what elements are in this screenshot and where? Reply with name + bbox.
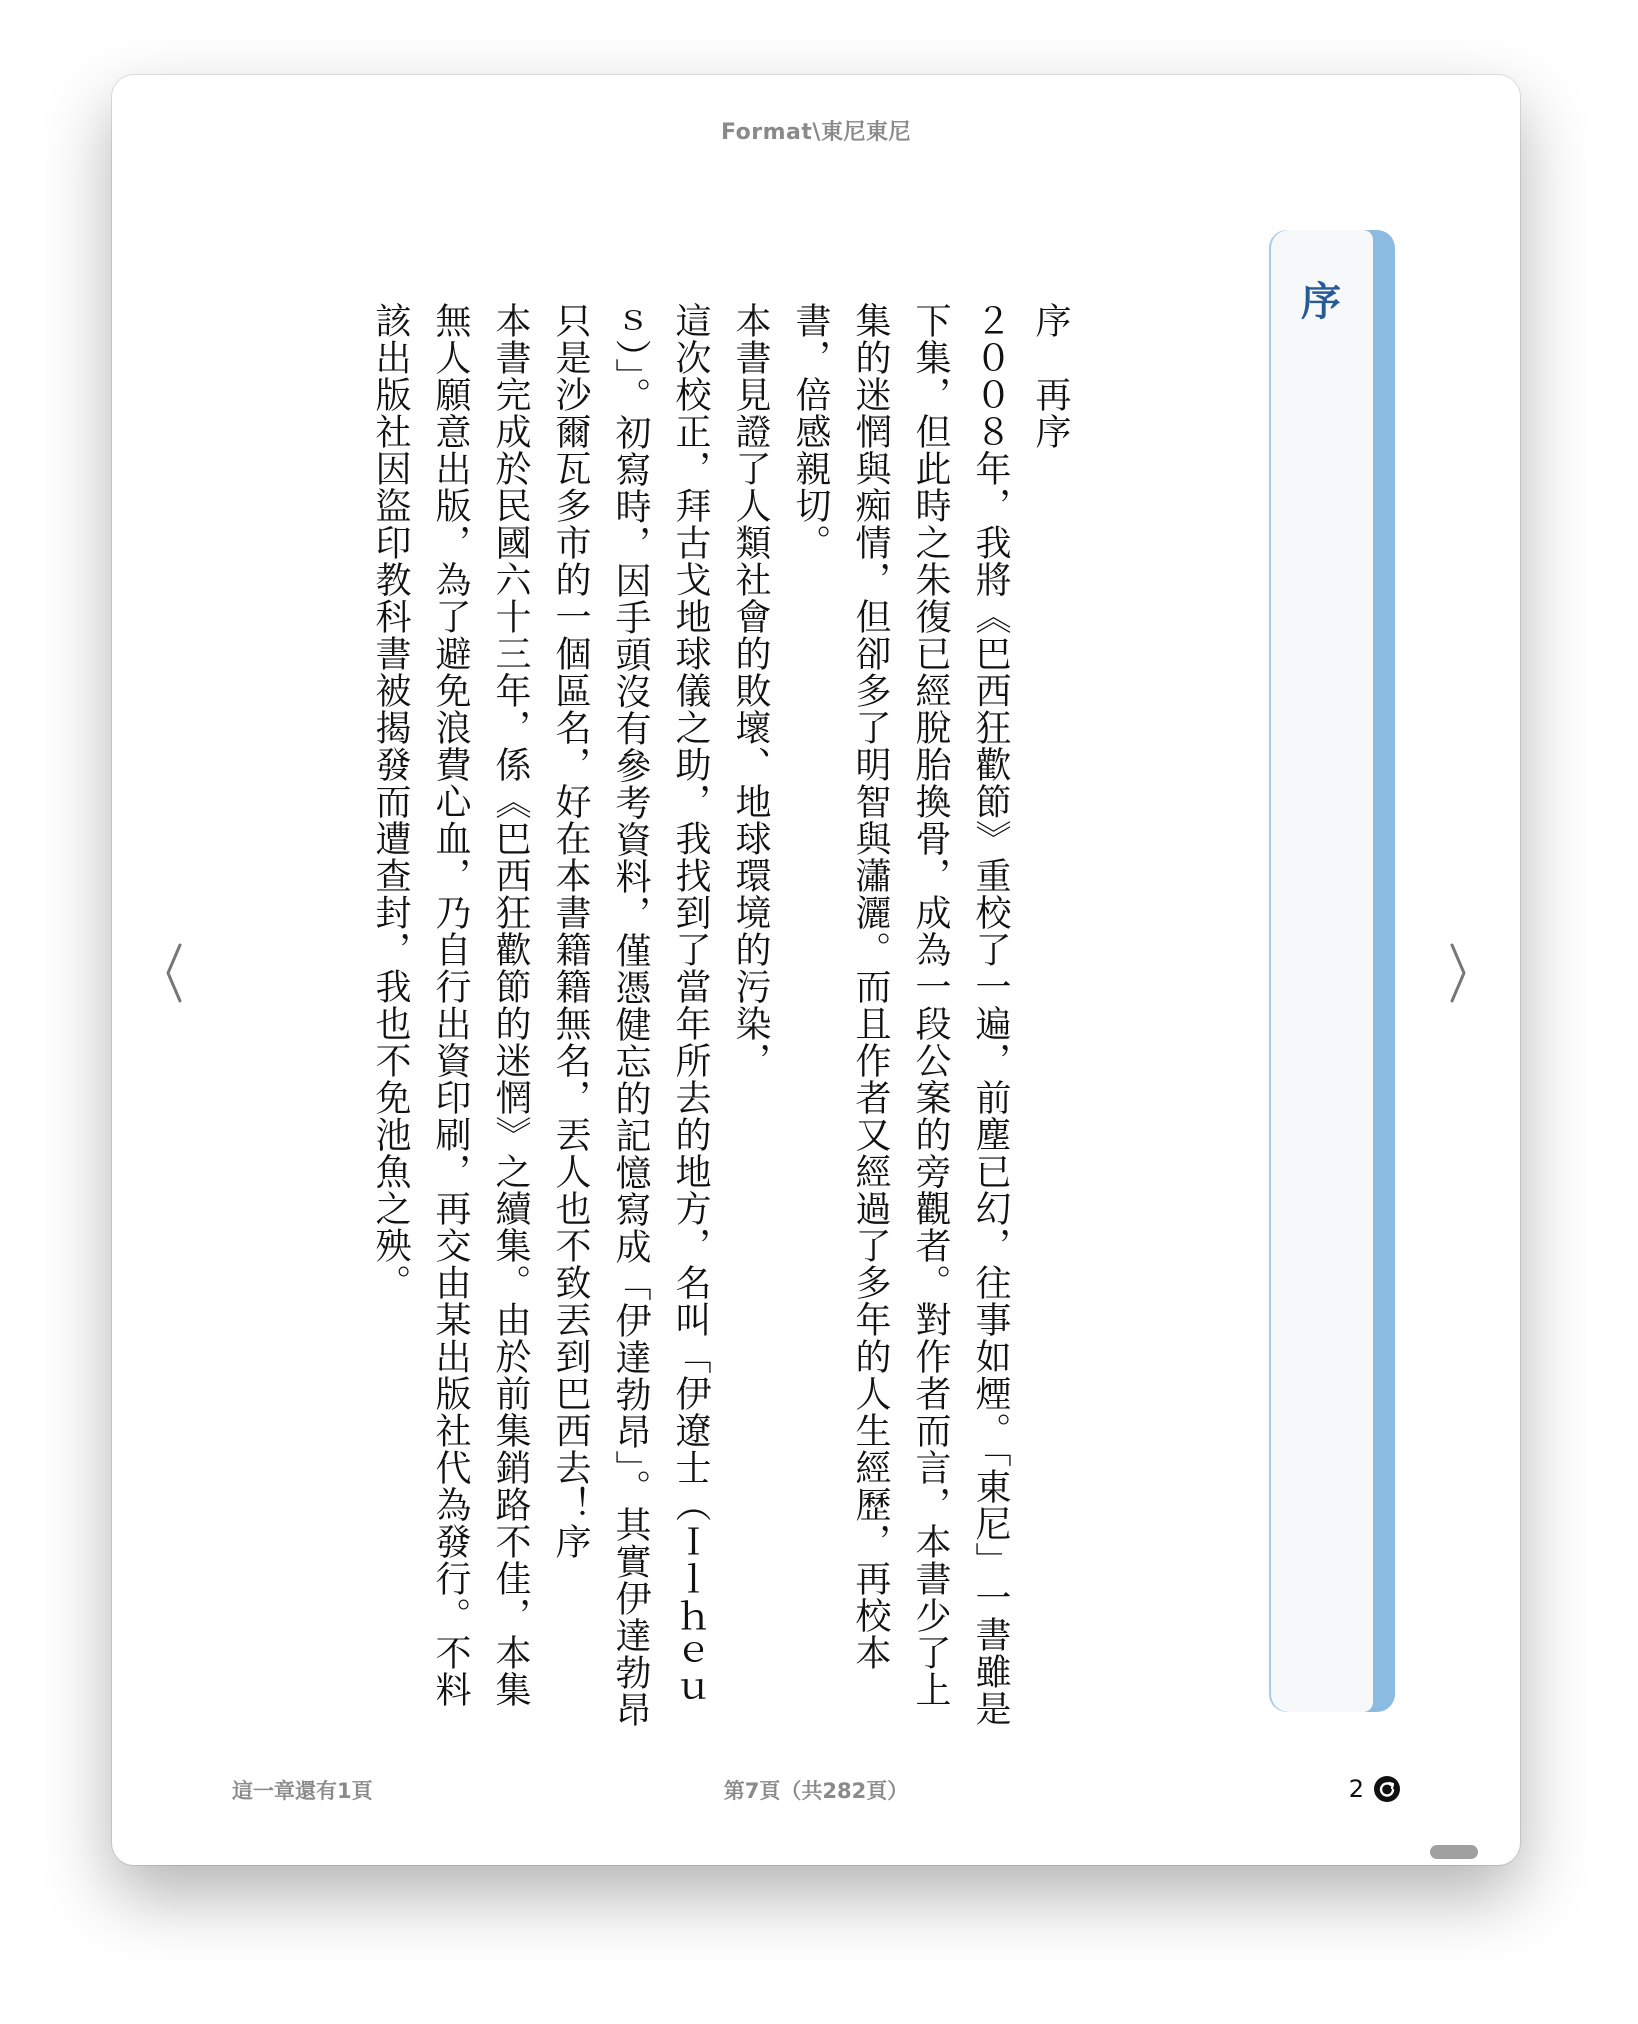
paragraph-4: 本書完成於民國六十三年，係《巴西狂歡節的迷惘》之續集。由於前集銷路不佳，本集無人願意出版，為了避免浪費心血，乃自行出資印刷，再交由某出版社代為發行。不料該出版社因盜印教科書被揭發而遭查封，我也不免池魚之殃。 <box>370 302 531 1708</box>
next-page-button[interactable] <box>1438 933 1478 1013</box>
chapter-tab[interactable] <box>1269 230 1395 1712</box>
chapter-remaining: 這一章還有1頁 <box>232 1779 373 1803</box>
chapter-tab-panel <box>1269 230 1373 1712</box>
reader-window <box>112 75 1520 1865</box>
window-title: Format\東尼東尼 <box>721 120 911 145</box>
chevron-left-icon <box>162 941 186 1005</box>
paragraph-3: 這次校正，拜古戈地球儀之助，我找到了當年所去的地方，名叫「伊遼士（Ｉｌｈｅｕｓ）」。初寫時，因手頭沒有參考資料，僅憑健忘的記憶寫成「伊達勃昂」。其實伊達勃昂只是沙爾瓦多市的一個區名，好在本書籍籍無名，丟人也不致丟到巴西去！序 <box>550 302 711 1728</box>
footer-count-value: 2 <box>1348 1775 1364 1803</box>
paragraph-1: ２００８年，我將《巴西狂歡節》重校了一遍，前塵已幻，往事如煙。「東尼」一書雖是下集，但此時之朱復已經脫胎換骨，成為一段公案的旁觀者。對作者而言，本書少了上集的迷惘與痴情，但卻多了明智與瀟灑。而且作者又經過了多年的人生經歷，再校本書，倍感親切。 <box>790 302 1011 1727</box>
chapter-tab-label: 序 <box>1301 278 1341 325</box>
previous-page-button[interactable] <box>154 933 194 1013</box>
page-text <box>360 230 1080 1730</box>
page-indicator: 第7頁（共282頁） <box>723 1779 909 1803</box>
refresh-icon[interactable] <box>1374 1776 1400 1802</box>
scroll-handle[interactable] <box>1430 1845 1478 1859</box>
paragraph-2: 本書見證了人類社會的敗壞、地球環境的污染， <box>730 302 771 1079</box>
footer-count[interactable] <box>1349 1775 1400 1803</box>
chevron-right-icon <box>1446 941 1470 1005</box>
section-heading: 序 再序 <box>1030 302 1071 450</box>
